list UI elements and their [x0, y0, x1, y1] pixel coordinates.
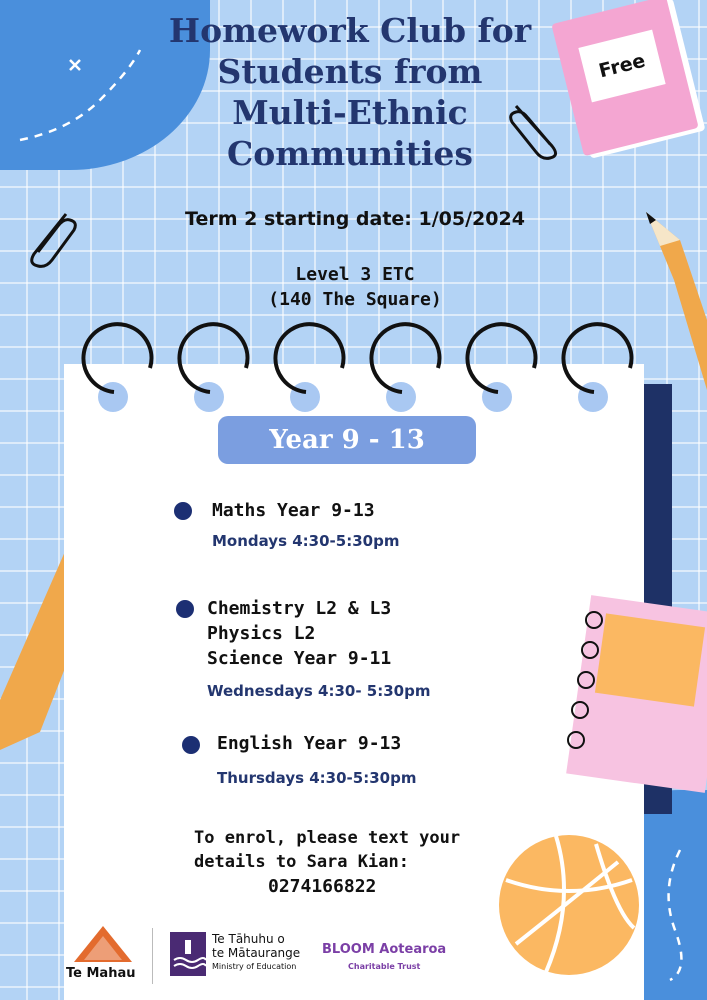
- te-mahau-logo-icon: [72, 924, 134, 964]
- bullet-icon: [182, 736, 200, 754]
- subject-name: Chemistry L2 & L3: [207, 598, 392, 619]
- session-subjects: [217, 731, 401, 756]
- subject-name: Science Year 9-11: [207, 648, 392, 669]
- title-line: Homework Club for: [168, 11, 532, 50]
- session-subjects: [212, 498, 375, 523]
- notepad-rings: [556, 608, 606, 758]
- session-subjects: [207, 596, 391, 671]
- enrol-line: To enrol, please text your: [194, 828, 461, 848]
- location-line: Level 3 ETC: [295, 264, 415, 285]
- ministry-logo-text: [212, 932, 300, 974]
- enrol-line: details to Sara Kian:: [194, 852, 409, 872]
- free-label: Free: [578, 30, 665, 103]
- ministry-line: te Mātaurange: [212, 946, 301, 960]
- subject-name: Physics L2: [207, 623, 316, 644]
- year-range-badge: Year 9 - 13: [218, 416, 476, 464]
- title-line: Communities: [227, 134, 473, 173]
- binder-rings: [80, 318, 640, 400]
- ministry-line: Te Tāhuhu o: [212, 932, 285, 946]
- session-time: Wednesdays 4:30- 5:30pm: [207, 682, 431, 700]
- bullet-icon: [174, 502, 192, 520]
- paperclip-icon-2: [22, 206, 78, 270]
- subject-name: Maths Year 9-13: [212, 500, 375, 521]
- logo-divider: [152, 928, 153, 984]
- term-start-date: Term 2 starting date: 1/05/2024: [185, 208, 525, 230]
- page-title: [100, 10, 600, 174]
- session-time: Mondays 4:30-5:30pm: [212, 532, 400, 550]
- te-mahau-logo-text: Te Mahau: [66, 966, 136, 981]
- basketball-icon: [496, 832, 642, 978]
- title-line: Multi-Ethnic: [232, 93, 468, 132]
- title-line: Students from: [217, 52, 483, 91]
- ministry-line: Ministry of Education: [212, 962, 297, 971]
- bullet-icon: [176, 600, 194, 618]
- subject-name: English Year 9-13: [217, 733, 402, 754]
- location-line: (140 The Square): [268, 289, 442, 310]
- location: [170, 262, 540, 312]
- bloom-logo-text: BLOOM Aotearoa: [322, 942, 447, 957]
- ministry-logo-icon: [170, 932, 206, 976]
- session-time: Thursdays 4:30-5:30pm: [217, 769, 417, 787]
- bloom-logo-subtitle: Charitable Trust: [348, 962, 421, 971]
- notepad-sticky-note: [595, 613, 705, 706]
- enrol-instructions: [194, 826, 514, 874]
- phone-number: 0274166822: [268, 876, 377, 897]
